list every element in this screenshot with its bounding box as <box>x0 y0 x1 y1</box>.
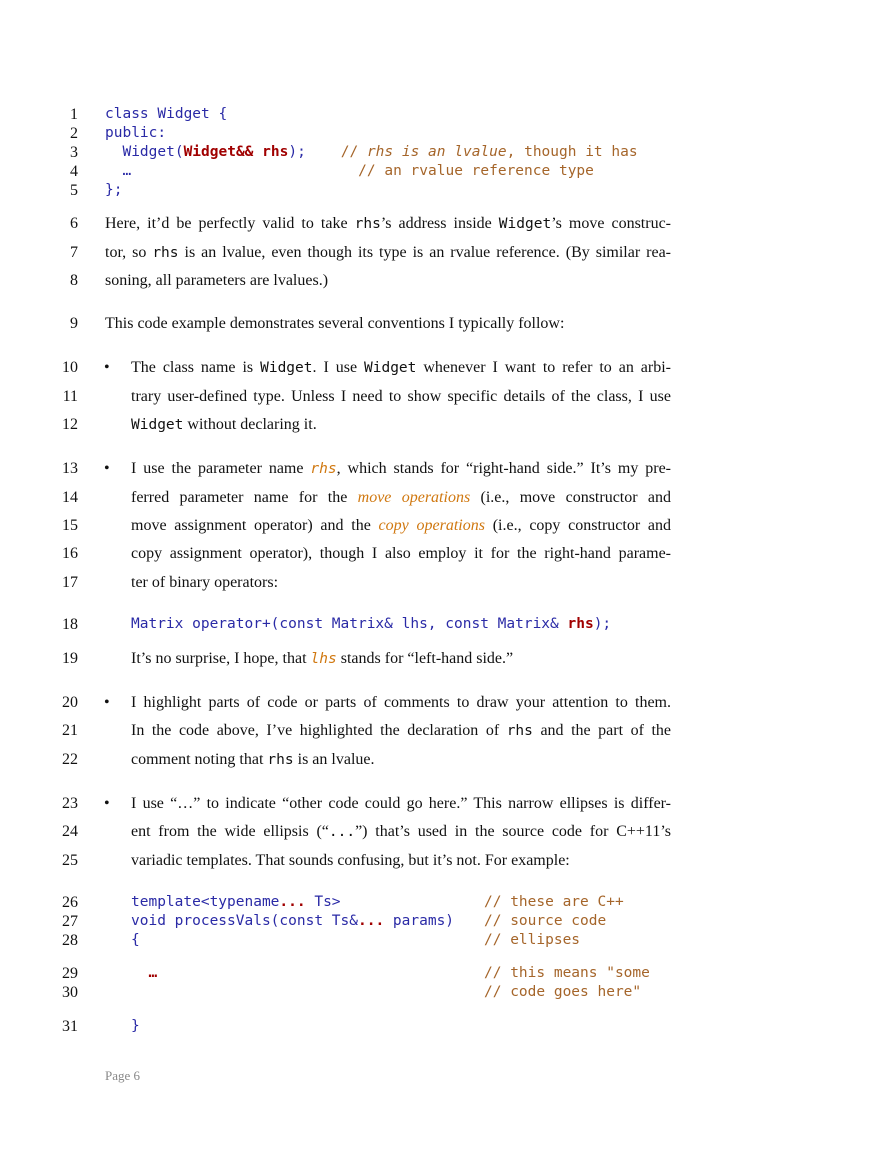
code-line: }; <box>105 182 123 198</box>
code-text: params) <box>384 913 455 929</box>
paragraph-line <box>131 359 671 377</box>
line-number: 9 <box>70 315 78 332</box>
line-number: 1 <box>70 106 78 123</box>
code-comment: // these are C++ <box>484 894 624 910</box>
bullet-icon: • <box>104 694 110 711</box>
text: ”) that’s used in the source code for C++11’s <box>355 823 672 840</box>
page-footer: Page 6 <box>105 1068 141 1083</box>
text: is an lvalue, even though its type is an rvalue reference. (By similar rea- <box>178 244 672 261</box>
paragraph-line <box>131 823 671 841</box>
highlighted-code: ... <box>357 913 385 929</box>
text: It’s no surprise, I hope, that <box>131 650 311 667</box>
code-comment: // ellipses <box>484 932 581 948</box>
text: In the code above, I’ve highlighted the declaration of <box>131 722 507 739</box>
paragraph-line <box>131 460 671 478</box>
line-number: 4 <box>70 163 78 180</box>
highlighted-code: Widget&& rhs <box>183 144 289 160</box>
line-number: 20 <box>62 694 78 711</box>
line-number: 12 <box>62 416 78 433</box>
code-line: } <box>131 1018 140 1034</box>
inline-code: rhs <box>152 245 179 261</box>
paragraph-line <box>131 416 317 434</box>
paragraph-line: I highlight parts of code or parts of comments to draw your attention to them. <box>131 694 671 711</box>
line-number: 10 <box>62 359 78 376</box>
inline-code-emphasis: lhs <box>310 651 337 667</box>
inline-code: rhs <box>354 216 381 232</box>
line-number: 21 <box>62 722 78 739</box>
inline-code: rhs <box>506 723 533 739</box>
code-ellipsis: … <box>105 163 132 179</box>
text: move assignment operator) and the <box>131 517 379 534</box>
code-line <box>131 894 341 910</box>
text: comment noting that <box>131 751 268 768</box>
text: ’s address inside <box>380 215 499 232</box>
code-ellipsis: … <box>131 965 158 981</box>
inline-code: Widget <box>498 216 552 232</box>
term-emphasis: copy operations <box>378 517 485 534</box>
code-line <box>131 616 611 632</box>
text: ferred parameter name for the <box>131 489 358 506</box>
highlighted-code: ... <box>279 894 306 910</box>
line-number: 3 <box>70 144 78 161</box>
code-comment: // <box>340 144 367 160</box>
code-line: { <box>131 932 140 948</box>
inline-code: Widget <box>364 360 417 376</box>
bullet-icon: • <box>104 460 110 477</box>
text: tor, so <box>105 244 153 261</box>
inline-code-emphasis: rhs <box>310 461 337 477</box>
line-number: 2 <box>70 125 78 142</box>
line-number: 22 <box>62 751 78 768</box>
text: ’s move construc- <box>551 215 672 232</box>
paragraph-line: trary user-defined type. Unless I need to show specific details of the class, I use <box>131 388 671 405</box>
text: is an lvalue. <box>293 751 375 768</box>
text: whenever I want to refer to an arbi- <box>416 359 672 376</box>
paragraph-line <box>131 517 671 535</box>
code-line <box>105 144 638 160</box>
line-number: 11 <box>62 388 78 405</box>
text: (i.e., move constructor and <box>470 489 672 506</box>
line-number: 30 <box>62 984 78 1001</box>
paragraph-line: This code example demonstrates several conventions I typically follow: <box>105 315 565 332</box>
paragraph-line: ter of binary operators: <box>131 574 279 591</box>
paragraph-line <box>131 722 671 740</box>
line-number: 5 <box>70 182 78 199</box>
bullet-icon: • <box>104 795 110 812</box>
highlighted-comment: rhs is an lvalue <box>366 144 507 160</box>
inline-code: Widget <box>131 417 184 433</box>
inline-code: Widget <box>260 360 313 376</box>
paragraph-line <box>131 489 671 507</box>
text: , which stands for “right-hand side.” It’s my pre- <box>336 460 671 477</box>
paragraph-line: variadic templates. That sounds confusing, but it’s not. For example: <box>131 852 570 869</box>
code-comment: // code goes here" <box>484 984 642 1000</box>
code-text: Matrix operator+(const Matrix& lhs, const Matrix& <box>131 616 568 632</box>
code-text: void processVals(const Ts& <box>131 913 358 929</box>
line-number: 14 <box>62 489 78 506</box>
line-number: 8 <box>70 272 78 289</box>
paragraph-line: copy assignment operator), though I also employ it for the right-hand parame- <box>131 545 671 562</box>
line-number: 7 <box>70 244 78 261</box>
line-number: 18 <box>62 616 78 633</box>
text: stands for “left-hand side.” <box>336 650 514 667</box>
line-number: 6 <box>70 215 78 232</box>
text: without declaring it. <box>183 416 317 433</box>
code-text: ); <box>288 144 341 160</box>
paragraph-line <box>105 244 671 262</box>
paragraph-line: I use “…” to indicate “other code could go here.” This narrow ellipses is differ- <box>131 795 671 812</box>
paragraph-line <box>131 751 375 769</box>
code-comment: // this means "some <box>484 965 650 981</box>
code-comment: // an rvalue reference type <box>131 163 594 179</box>
line-number: 24 <box>62 823 78 840</box>
inline-code: ... <box>328 824 356 840</box>
inline-code: rhs <box>267 752 294 768</box>
line-number: 25 <box>62 852 78 869</box>
code-comment: , though it has <box>506 144 638 160</box>
code-line <box>131 913 454 929</box>
code-line <box>105 163 594 179</box>
code-text: template<typename <box>131 894 280 910</box>
text: I use the parameter name <box>131 460 311 477</box>
code-text: Ts> <box>305 894 341 910</box>
line-number: 29 <box>62 965 78 982</box>
highlighted-code: rhs <box>567 616 594 632</box>
line-number: 23 <box>62 795 78 812</box>
bullet-icon: • <box>104 359 110 376</box>
line-number: 16 <box>62 545 78 562</box>
line-number: 27 <box>62 913 78 930</box>
text: and the part of the <box>532 722 671 739</box>
text: Here, it’d be perfectly valid to take <box>105 215 355 232</box>
text: ent from the wide ellipsis (“ <box>131 823 329 840</box>
line-number: 13 <box>62 460 78 477</box>
code-text: Widget( <box>105 144 184 160</box>
paragraph-line <box>105 215 671 233</box>
line-number: 31 <box>62 1018 78 1035</box>
line-number: 26 <box>62 894 78 911</box>
paragraph-line <box>131 650 513 668</box>
line-number: 19 <box>62 650 78 667</box>
text: . I use <box>312 359 365 376</box>
code-text: ); <box>593 616 612 632</box>
line-number: 15 <box>62 517 78 534</box>
text: (i.e., copy constructor and <box>484 517 671 534</box>
line-number: 17 <box>62 574 78 591</box>
line-number: 28 <box>62 932 78 949</box>
code-line: class Widget { <box>105 106 228 122</box>
term-emphasis: move operations <box>357 489 471 506</box>
code-line: public: <box>105 125 167 141</box>
paragraph-line: soning, all parameters are lvalues.) <box>105 272 329 289</box>
text: The class name is <box>131 359 261 376</box>
code-comment: // source code <box>484 913 607 929</box>
